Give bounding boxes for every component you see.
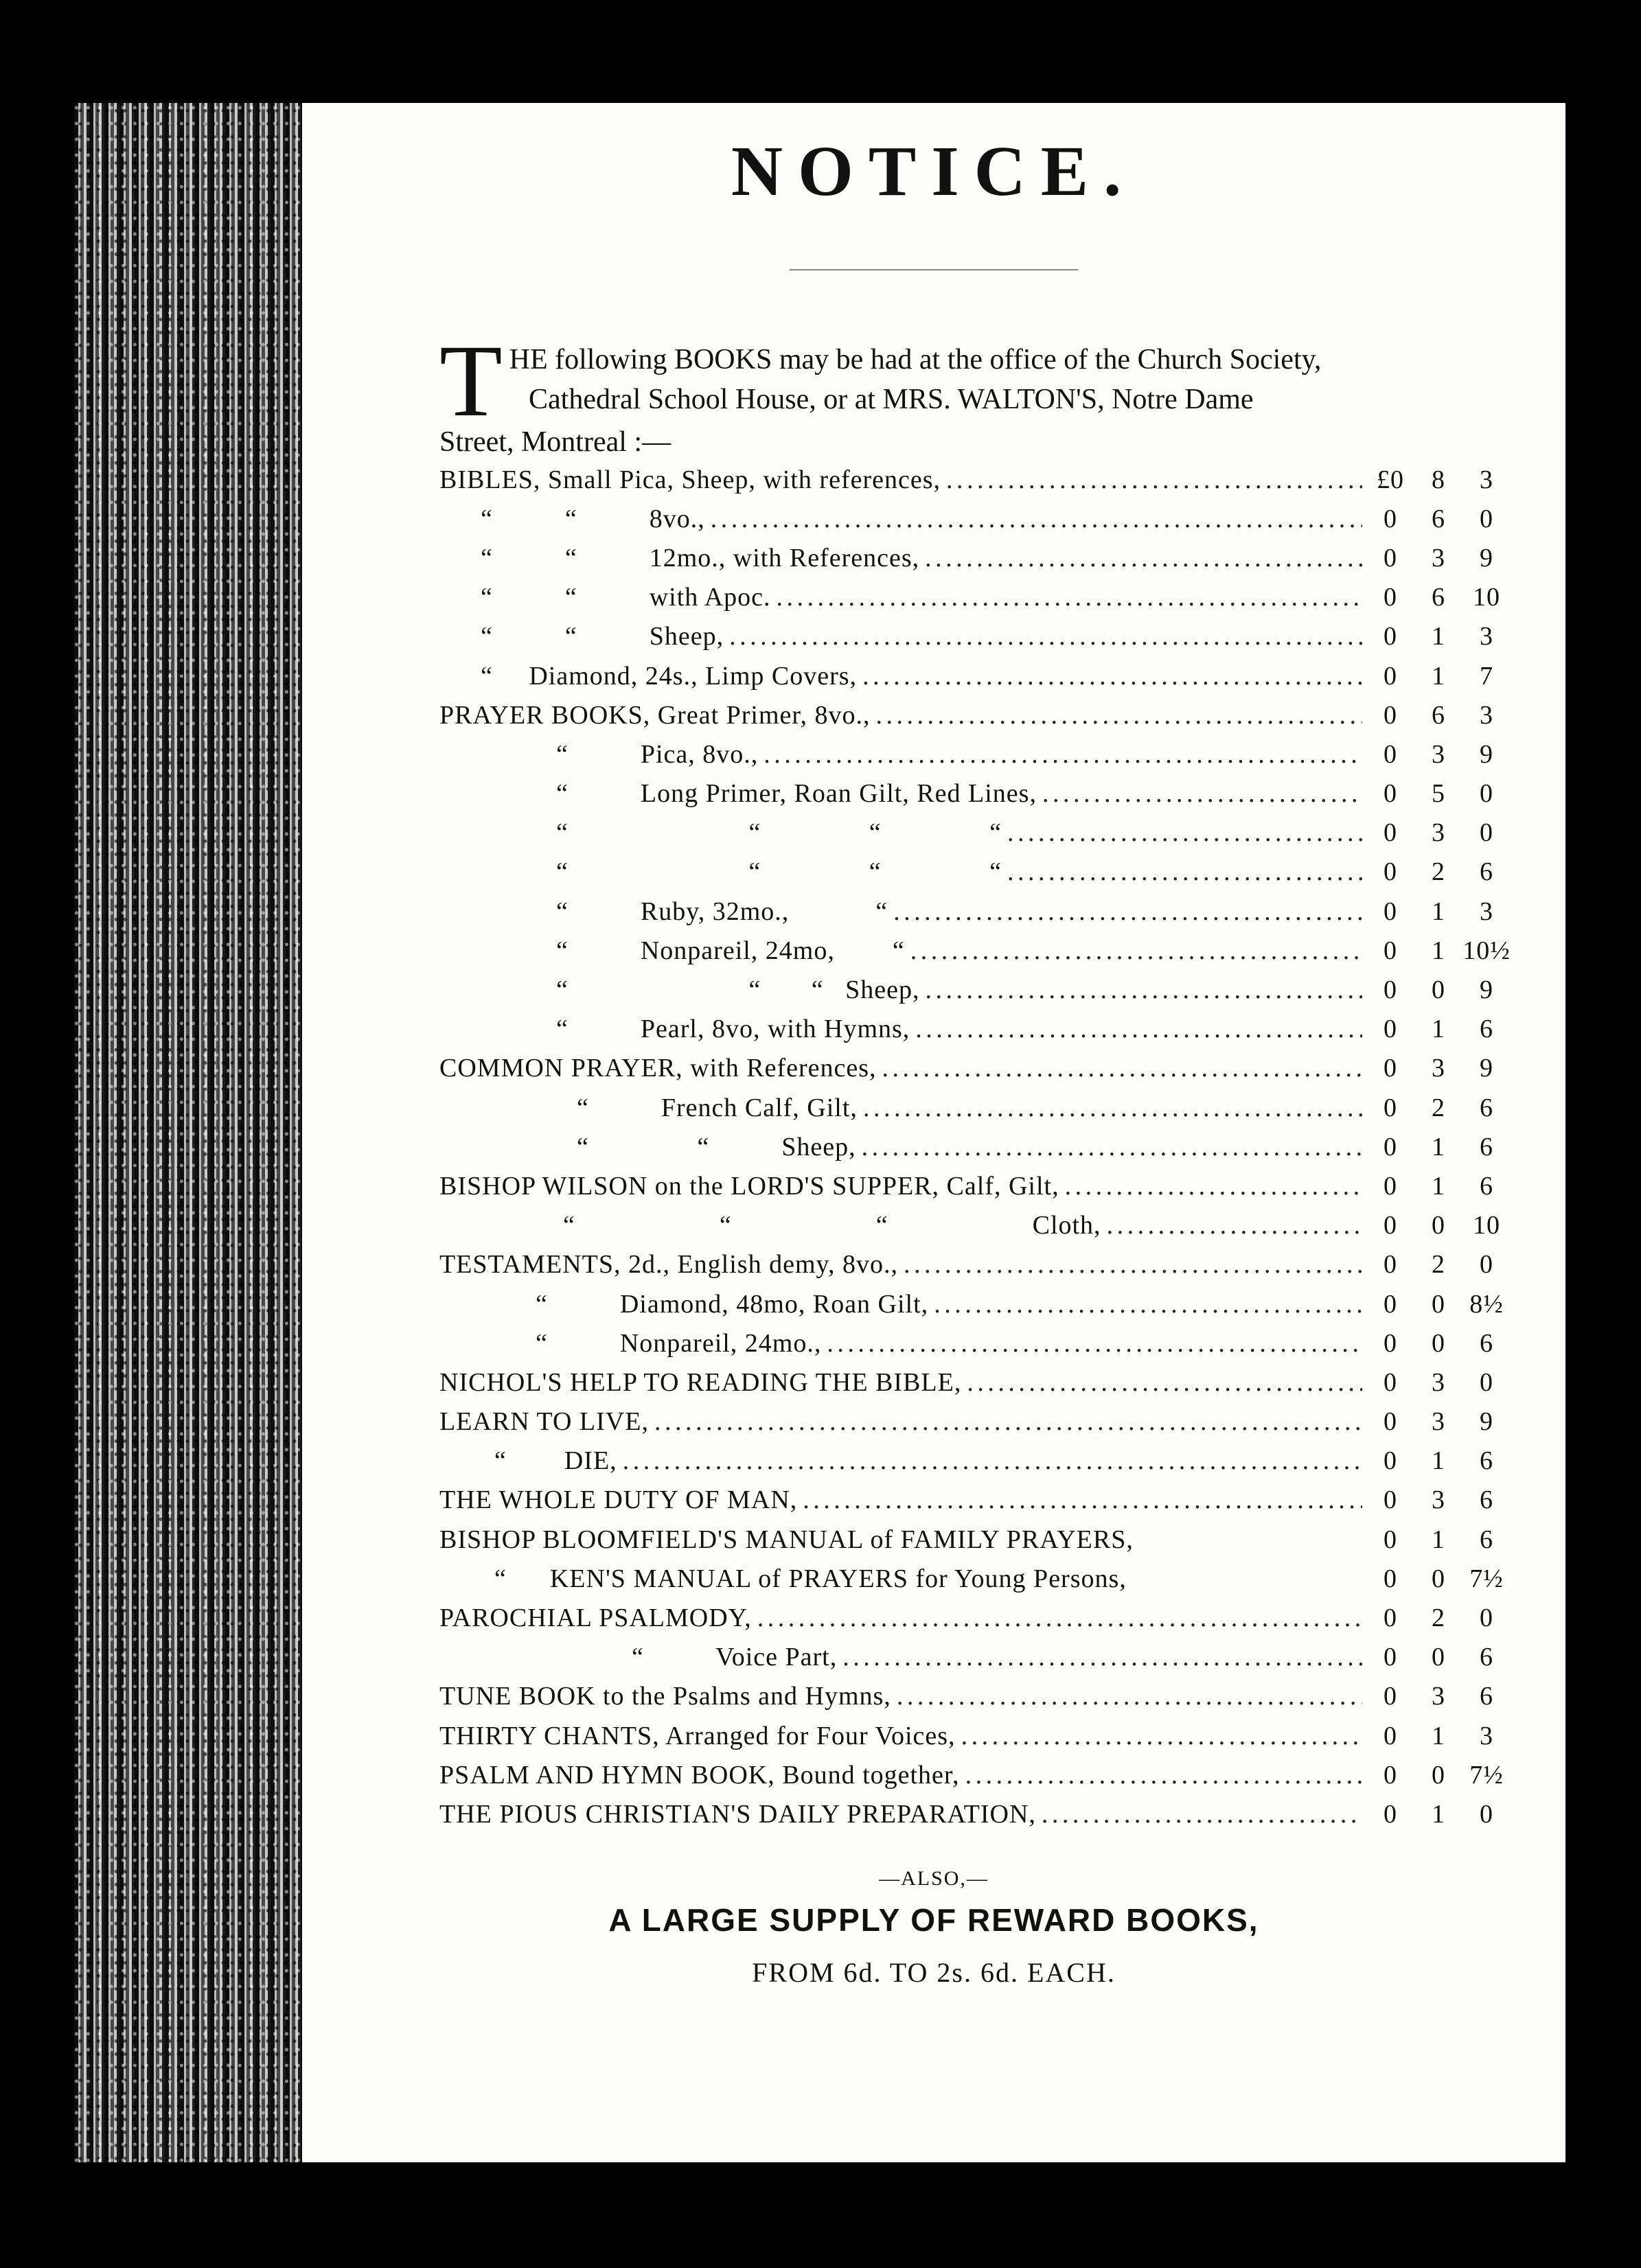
price <box>1366 1446 1511 1476</box>
price-pence: 0 <box>1480 1367 1493 1397</box>
price-pence: 9 <box>1480 1407 1493 1437</box>
book-title: NICHOL'S HELP TO READING THE BIBLE, <box>439 1367 962 1397</box>
price-pounds: 0 <box>1384 1289 1397 1319</box>
price <box>1366 1603 1511 1633</box>
price-list-row <box>439 499 1511 538</box>
price <box>1366 1053 1511 1083</box>
price <box>1366 936 1511 966</box>
price <box>1366 1210 1511 1240</box>
price <box>1366 975 1511 1005</box>
book-title: PSALM AND HYMN BOOK, Bound together, <box>439 1760 960 1790</box>
price-pounds: 0 <box>1384 1132 1397 1161</box>
leader-dots <box>711 504 1362 534</box>
price-list-row <box>439 1010 1511 1049</box>
price-shillings: 3 <box>1432 1407 1445 1437</box>
price-list-row <box>439 1716 1511 1755</box>
leader-dots <box>910 936 1362 966</box>
price-list-row <box>439 1206 1511 1245</box>
price-list-row <box>439 578 1511 617</box>
price <box>1366 1289 1511 1319</box>
price-pence: 6 <box>1480 1525 1493 1554</box>
price-list-row <box>439 1520 1511 1559</box>
price <box>1366 1485 1511 1515</box>
leader-dots <box>1065 1171 1362 1201</box>
price-shillings: 0 <box>1432 1564 1445 1593</box>
book-title: BISHOP BLOOMFIELD'S MANUAL of FAMILY PRAYERS, <box>439 1525 1134 1554</box>
price-pounds: 0 <box>1384 1328 1397 1358</box>
price-pounds: 0 <box>1384 1564 1397 1593</box>
leader-dots <box>925 543 1362 573</box>
price-shillings: 1 <box>1432 622 1445 651</box>
price-pounds: 0 <box>1384 1525 1397 1554</box>
leader-dots <box>876 700 1362 730</box>
book-title: TUNE BOOK to the Psalms and Hymns, <box>439 1682 891 1711</box>
price <box>1366 818 1511 848</box>
price-pence: 3 <box>1480 622 1493 651</box>
price-list-row <box>439 1402 1511 1442</box>
price-list-row <box>439 1755 1511 1794</box>
book-title: LEARN TO LIVE, <box>439 1407 649 1437</box>
price-shillings: 8 <box>1432 465 1445 494</box>
price-pence: 6 <box>1480 1132 1493 1161</box>
price <box>1366 1642 1511 1672</box>
price-pence: 0 <box>1480 1604 1493 1633</box>
price-shillings: 1 <box>1432 1446 1445 1476</box>
price-pounds: 0 <box>1384 1682 1397 1711</box>
page-title: NOTICE. <box>731 132 1137 211</box>
price-pence: 7½ <box>1469 1564 1504 1593</box>
leader-dots <box>1042 778 1362 809</box>
book-title: “ Long Primer, Roan Gilt, Red Lines, <box>556 779 1037 809</box>
price-pounds: 0 <box>1384 583 1397 612</box>
leader-dots <box>862 661 1362 691</box>
price <box>1366 896 1511 927</box>
leader-dots <box>827 1328 1362 1358</box>
book-title: “ “ 8vo., <box>481 504 705 533</box>
price <box>1366 1367 1511 1398</box>
intro-line-1: HE following BOOKS may be had at the office of the Church Society, <box>509 344 1322 375</box>
price-pence: 10 <box>1473 583 1500 612</box>
price <box>1366 778 1511 809</box>
price-pounds: 0 <box>1384 1485 1397 1515</box>
price-pence: 3 <box>1480 700 1493 730</box>
price-shillings: 1 <box>1432 896 1445 926</box>
book-title: COMMON PRAYER, with References, <box>439 1054 877 1083</box>
price <box>1366 504 1511 534</box>
price-list-row <box>439 853 1511 892</box>
price-pounds: 0 <box>1384 504 1397 533</box>
price-list-row <box>439 1363 1511 1402</box>
book-title: “ “ with Apoc. <box>481 583 771 612</box>
price-shillings: 3 <box>1432 818 1445 848</box>
leader-dots <box>862 1132 1362 1162</box>
book-title: THIRTY CHANTS, Arranged for Four Voices, <box>439 1721 956 1750</box>
price-pence: 6 <box>1480 1093 1493 1122</box>
price-shillings: 1 <box>1432 1132 1445 1161</box>
price <box>1366 1525 1511 1555</box>
price-list-row <box>439 1794 1511 1833</box>
leader-dots <box>1107 1210 1362 1240</box>
book-title: “ French Calf, Gilt, <box>577 1093 858 1122</box>
price-pounds: 0 <box>1384 1250 1397 1280</box>
price-pounds: 0 <box>1384 1721 1397 1750</box>
price-list-row <box>439 1598 1511 1637</box>
leader-dots <box>965 1760 1362 1790</box>
price-pounds: 0 <box>1384 1054 1397 1083</box>
leader-dots <box>842 1642 1362 1672</box>
price-shillings: 6 <box>1432 583 1445 612</box>
price-shillings: 3 <box>1432 739 1445 769</box>
price-pounds: 0 <box>1384 1367 1397 1397</box>
price-pounds: 0 <box>1384 543 1397 572</box>
intro-paragraph <box>439 324 1641 462</box>
price-shillings: 1 <box>1432 661 1445 691</box>
book-title: “ “ “ Cloth, <box>563 1211 1101 1240</box>
price-list-row <box>439 1127 1511 1166</box>
intro-line-3: Street, Montreal :— <box>439 426 672 458</box>
price-list-row <box>439 734 1511 774</box>
book-title: “ KEN'S MANUAL of PRAYERS for Young Persons, <box>494 1564 1127 1593</box>
price-pounds: 0 <box>1384 1093 1397 1122</box>
price-pence: 9 <box>1480 739 1493 769</box>
price-pence: 10½ <box>1462 936 1511 965</box>
price-pence: 3 <box>1480 1721 1493 1750</box>
leader-dots <box>915 1014 1362 1044</box>
price-pence: 8½ <box>1469 1289 1504 1319</box>
leader-dots <box>729 621 1362 651</box>
leader-dots <box>1007 857 1362 887</box>
price-shillings: 0 <box>1432 1760 1445 1790</box>
book-title: “ Pica, 8vo., <box>556 739 759 769</box>
price-list-row <box>439 1559 1511 1598</box>
leader-dots <box>967 1367 1362 1398</box>
price-pounds: 0 <box>1384 700 1397 730</box>
book-title: “ “ Sheep, <box>577 1132 856 1161</box>
price-pence: 3 <box>1480 896 1493 926</box>
leader-dots <box>961 1721 1362 1751</box>
price <box>1366 1799 1511 1829</box>
price-list-row <box>439 656 1511 695</box>
leader-dots <box>946 465 1362 495</box>
book-title: BIBLES, Small Pica, Sheep, with references, <box>439 465 941 494</box>
book-title: PRAYER BOOKS, Great Primer, 8vo., <box>439 700 871 730</box>
price-shillings: 3 <box>1432 1367 1445 1397</box>
price-pounds: 0 <box>1384 857 1397 887</box>
intro-line-2: Cathedral School House, or at MRS. WALTON'S, Notre Dame <box>529 384 1254 415</box>
price <box>1366 621 1511 651</box>
price-pence: 9 <box>1480 1054 1493 1083</box>
price <box>1366 739 1511 769</box>
price-pence: 0 <box>1480 818 1493 848</box>
price-shillings: 2 <box>1432 1604 1445 1633</box>
book-title: “ Nonpareil, 24mo, “ <box>556 936 905 965</box>
book-title: “ DIE, <box>494 1446 617 1476</box>
price-pounds: 0 <box>1384 1760 1397 1790</box>
book-title: BISHOP WILSON on the LORD'S SUPPER, Calf, Gilt, <box>439 1171 1059 1201</box>
price <box>1366 1249 1511 1280</box>
drop-cap: T <box>439 324 503 438</box>
price-list-row <box>439 1049 1511 1088</box>
price-shillings: 1 <box>1432 1721 1445 1750</box>
price <box>1366 1014 1511 1044</box>
price-pounds: 0 <box>1384 661 1397 691</box>
price <box>1366 1171 1511 1201</box>
price-shillings: 1 <box>1432 1171 1445 1201</box>
price <box>1366 543 1511 573</box>
price-shillings: 2 <box>1432 1093 1445 1122</box>
price-pence: 9 <box>1480 975 1493 1005</box>
price-shillings: 0 <box>1432 1211 1445 1240</box>
price-pounds: 0 <box>1384 739 1397 769</box>
price-list-row <box>439 892 1511 931</box>
price-list-row <box>439 970 1511 1009</box>
book-title: “ Ruby, 32mo., “ <box>556 896 888 926</box>
price-pounds: 0 <box>1384 1799 1397 1829</box>
price-shillings: 1 <box>1432 1799 1445 1829</box>
book-title: TESTAMENTS, 2d., English demy, 8vo., <box>439 1250 899 1280</box>
price-list-row <box>439 1677 1511 1716</box>
price-shillings: 3 <box>1432 1054 1445 1083</box>
price-list-row <box>439 695 1511 734</box>
price-list-row <box>439 1323 1511 1363</box>
price <box>1366 1760 1511 1790</box>
page-edge-texture <box>74 103 328 2162</box>
price-list-row <box>439 617 1511 656</box>
price-pounds: 0 <box>1384 1643 1397 1672</box>
book-title: “ Diamond, 48mo, Roan Gilt, <box>536 1289 929 1319</box>
price-pounds: 0 <box>1384 1604 1397 1633</box>
price-shillings: 1 <box>1432 1525 1445 1554</box>
title-rule <box>790 269 1078 270</box>
price-shillings: 6 <box>1432 700 1445 730</box>
leader-dots <box>863 1093 1362 1123</box>
price-shillings: 0 <box>1432 1328 1445 1358</box>
reward-books-heading: A LARGE SUPPLY OF REWARD BOOKS, <box>608 1902 1259 1938</box>
price-list-row <box>439 1638 1511 1677</box>
price-pence: 6 <box>1480 1682 1493 1711</box>
price-shillings: 6 <box>1432 504 1445 533</box>
price-pounds: 0 <box>1384 1015 1397 1044</box>
price-pence: 0 <box>1480 1799 1493 1829</box>
leader-dots <box>757 1603 1362 1633</box>
leader-dots <box>904 1249 1362 1280</box>
notice-page <box>302 103 1565 2162</box>
price-pence: 6 <box>1480 1171 1493 1201</box>
book-title: “ “ “ “ <box>556 818 1002 848</box>
book-title: THE PIOUS CHRISTIAN'S DAILY PREPARATION, <box>439 1799 1036 1829</box>
leader-dots <box>925 975 1362 1005</box>
leader-dots <box>1042 1799 1362 1829</box>
price <box>1366 1407 1511 1437</box>
price-list-row <box>439 1088 1511 1127</box>
price-pence: 7 <box>1480 661 1493 691</box>
price <box>1366 1093 1511 1123</box>
reward-price-range: FROM 6d. TO 2s. 6d. EACH. <box>752 1957 1116 1988</box>
book-title: “ Diamond, 24s., Limp Covers, <box>481 661 858 691</box>
price-shillings: 0 <box>1432 1289 1445 1319</box>
price <box>1366 1328 1511 1358</box>
also-heading: —ALSO,— <box>879 1867 989 1890</box>
price-pence: 3 <box>1480 465 1493 494</box>
price <box>1366 700 1511 730</box>
price-pence: 0 <box>1480 779 1493 809</box>
price-list-row <box>439 931 1511 970</box>
price-shillings: 2 <box>1432 1250 1445 1280</box>
leader-dots <box>654 1407 1362 1437</box>
book-title: PAROCHIAL PSALMODY, <box>439 1604 752 1633</box>
price-list-row <box>439 538 1511 577</box>
price-pence: 6 <box>1480 1485 1493 1515</box>
price <box>1366 1564 1511 1594</box>
price-list-row <box>439 774 1511 813</box>
leader-dots <box>934 1289 1362 1319</box>
price-pounds: 0 <box>1384 1211 1397 1240</box>
leader-dots <box>623 1446 1362 1476</box>
price-pounds: 0 <box>1384 975 1397 1005</box>
price-pence: 0 <box>1480 1250 1493 1280</box>
price-pence: 0 <box>1480 504 1493 533</box>
leader-dots <box>803 1485 1362 1515</box>
price-pounds: 0 <box>1384 896 1397 926</box>
price-pounds: 0 <box>1384 1407 1397 1437</box>
price-pounds: 0 <box>1384 818 1397 848</box>
book-title: “ Nonpareil, 24mo., <box>536 1328 822 1358</box>
book-title: “ “ 12mo., with References, <box>481 543 920 572</box>
price-pounds: £0 <box>1377 465 1404 494</box>
price-pence: 6 <box>1480 1643 1493 1672</box>
book-title: “ Pearl, 8vo, with Hymns, <box>556 1015 910 1044</box>
price-pence: 6 <box>1480 857 1493 887</box>
leader-dots <box>1007 818 1362 848</box>
price <box>1366 661 1511 691</box>
price-shillings: 5 <box>1432 779 1445 809</box>
book-title: THE WHOLE DUTY OF MAN, <box>439 1485 798 1515</box>
leader-dots <box>882 1053 1362 1083</box>
price-list-row <box>439 460 1511 499</box>
price-pence: 9 <box>1480 543 1493 572</box>
price-pence: 7½ <box>1469 1760 1504 1790</box>
price-list-row <box>439 813 1511 853</box>
book-title: “ “ Sheep, <box>481 622 724 651</box>
leader-dots <box>777 582 1362 612</box>
price-list-row <box>439 1284 1511 1323</box>
book-title: “ “ “ Sheep, <box>556 975 920 1005</box>
price-list <box>439 460 1511 1834</box>
leader-dots <box>893 896 1362 927</box>
price-pounds: 0 <box>1384 936 1397 965</box>
price <box>1366 1681 1511 1711</box>
price-list-row <box>439 1245 1511 1284</box>
leader-dots <box>897 1681 1362 1711</box>
price-shillings: 2 <box>1432 857 1445 887</box>
price-pounds: 0 <box>1384 779 1397 809</box>
price-pence: 6 <box>1480 1328 1493 1358</box>
price-list-row <box>439 1166 1511 1205</box>
price <box>1366 465 1511 495</box>
book-title: “ “ “ “ <box>556 857 1002 887</box>
price-shillings: 1 <box>1432 936 1445 965</box>
price <box>1366 582 1511 612</box>
book-title: “ Voice Part, <box>632 1643 838 1672</box>
price-shillings: 0 <box>1432 1643 1445 1672</box>
price-shillings: 0 <box>1432 975 1445 1005</box>
price-list-row <box>439 1481 1511 1520</box>
price-shillings: 3 <box>1432 1485 1445 1515</box>
price-pence: 10 <box>1473 1211 1500 1240</box>
price-shillings: 3 <box>1432 1682 1445 1711</box>
price-pence: 6 <box>1480 1446 1493 1476</box>
price <box>1366 857 1511 887</box>
price-list-row <box>439 1442 1511 1481</box>
price <box>1366 1132 1511 1162</box>
price-pounds: 0 <box>1384 1446 1397 1476</box>
price-pounds: 0 <box>1384 1171 1397 1201</box>
leader-dots <box>764 739 1362 769</box>
price <box>1366 1721 1511 1751</box>
price-pounds: 0 <box>1384 622 1397 651</box>
price-shillings: 1 <box>1432 1015 1445 1044</box>
price-pence: 6 <box>1480 1015 1493 1044</box>
price-shillings: 3 <box>1432 543 1445 572</box>
